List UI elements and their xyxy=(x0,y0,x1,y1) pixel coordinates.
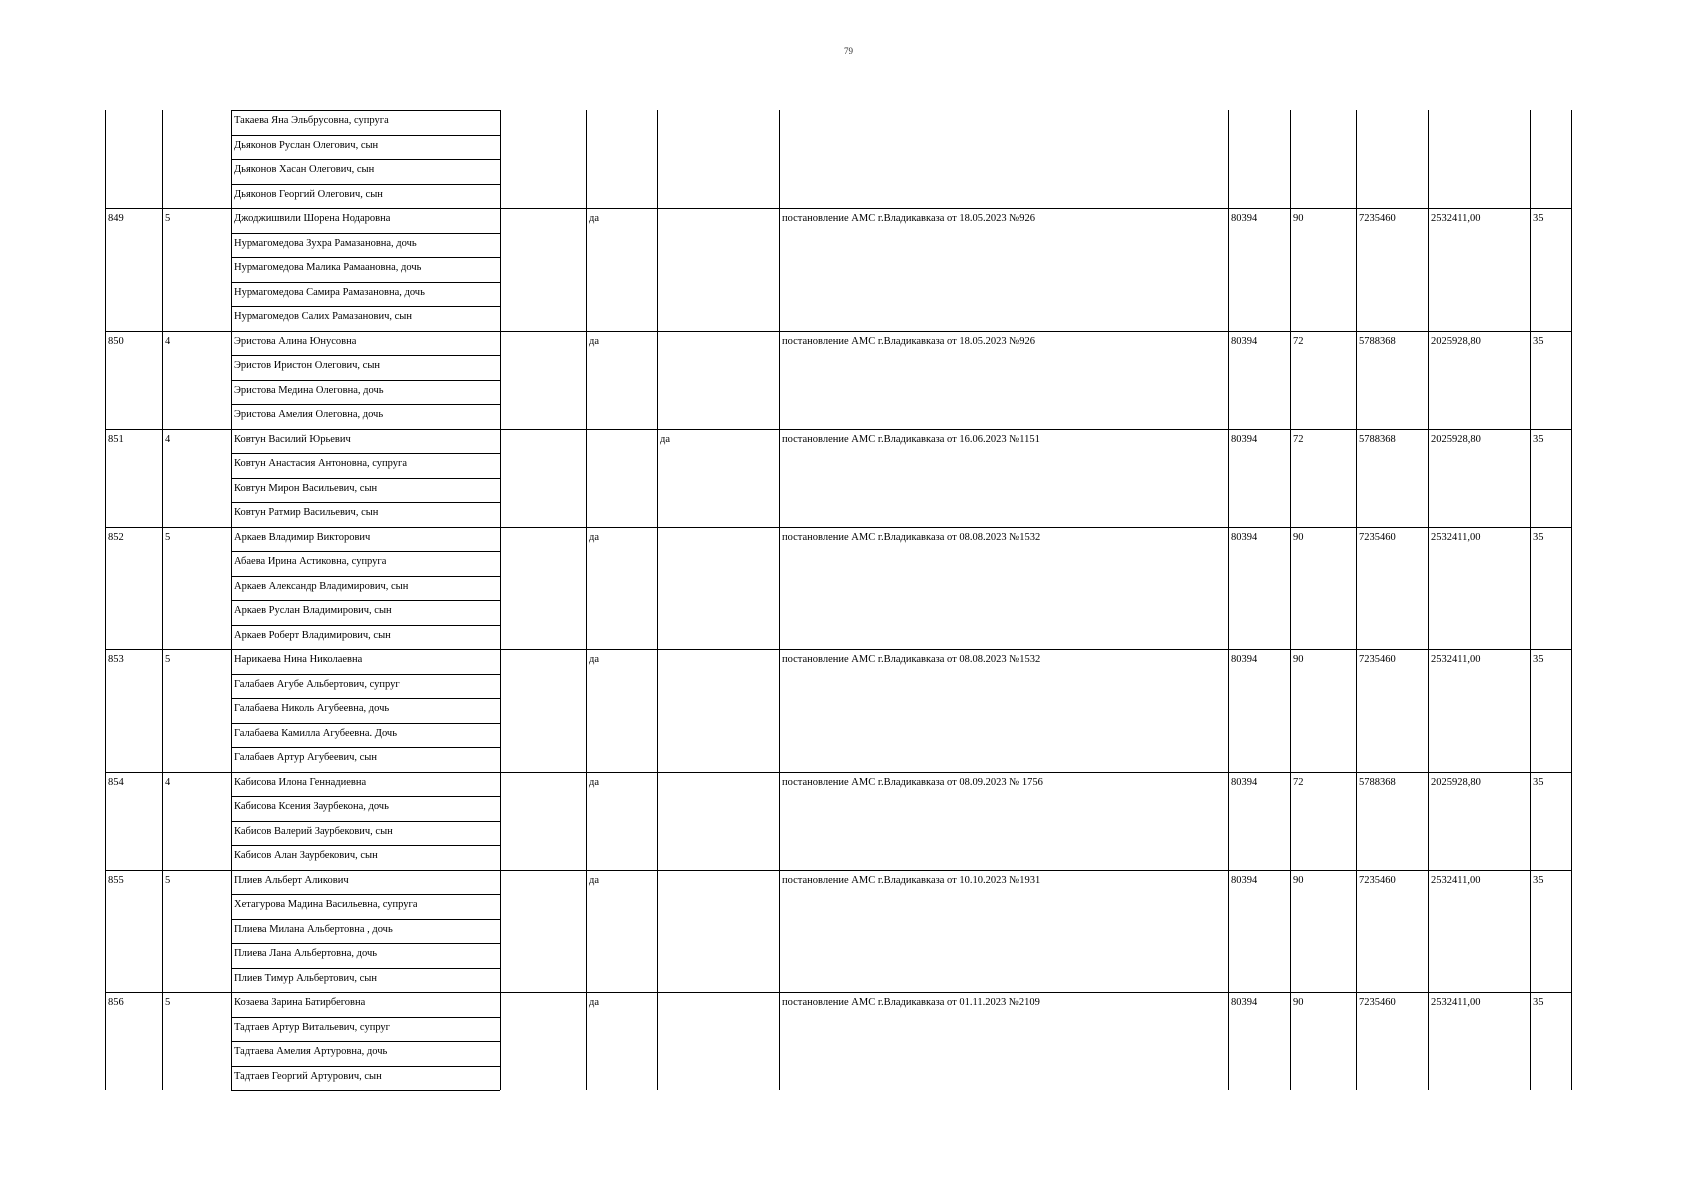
record-payment: 2532411,00 xyxy=(1431,997,1481,1008)
family-member-name: Эристов Иристон Олегович, сын xyxy=(234,360,381,371)
record-norm: 80394 xyxy=(1231,213,1258,224)
member-cell-border xyxy=(231,404,500,405)
record-separator xyxy=(105,992,1571,993)
family-member-name: Кабисов Валерий Заурбекович, сын xyxy=(234,825,393,837)
record-cost: 5788368 xyxy=(1359,335,1396,347)
family-member-name: Аркаев Роберт Владимирович, сын xyxy=(234,629,391,641)
record-payment: 2025928,80 xyxy=(1431,433,1481,445)
record-col-a: да xyxy=(589,776,600,788)
record-decision: постановление АМС г.Владикавказа от 01.11.2023 №2109 xyxy=(782,997,1040,1008)
record-no: 855 xyxy=(108,874,124,886)
member-cell-border xyxy=(231,1017,500,1018)
member-cell-border xyxy=(231,184,500,185)
record-col-a: да xyxy=(589,874,600,886)
record-family-size: 4 xyxy=(165,335,171,347)
record-col-a: да xyxy=(589,531,600,543)
record-percent: 35 xyxy=(1533,874,1544,886)
record-area: 72 xyxy=(1293,433,1304,445)
record-decision: постановление АМС г.Владикавказа от 18.05.2023 №926 xyxy=(782,335,1036,347)
record-decision: постановление АМС г.Владикавказа от 16.06.2023 №1151 xyxy=(782,433,1040,445)
record-area: 90 xyxy=(1293,531,1304,543)
column-border xyxy=(231,110,232,1090)
column-border xyxy=(657,110,658,1090)
member-cell-border xyxy=(231,968,500,969)
family-member-name: Ковтун Василий Юрьевич xyxy=(234,433,351,445)
family-member-name: Галабаев Агубе Альбертович, супруг xyxy=(234,678,400,690)
member-cell-border xyxy=(231,625,500,626)
record-norm: 80394 xyxy=(1231,776,1258,788)
record-area: 72 xyxy=(1293,776,1304,788)
member-cell-border xyxy=(231,943,500,944)
record-area: 90 xyxy=(1293,213,1304,224)
column-border xyxy=(1290,110,1291,1090)
family-member-name: Галабаева Николь Агубеевна, дочь xyxy=(234,703,390,714)
member-cell-border xyxy=(231,576,500,577)
member-cell-border xyxy=(231,919,500,920)
member-cell-border xyxy=(231,159,500,160)
member-cell-border xyxy=(231,380,500,381)
family-member-name: Эристова Медина Олеговна, дочь xyxy=(234,384,384,396)
column-border xyxy=(586,110,587,1090)
member-cell-border xyxy=(231,1066,500,1067)
family-member-name: Плиева Милана Альбертовна , дочь xyxy=(234,923,393,935)
record-family-size: 5 xyxy=(165,654,171,665)
member-cell-border xyxy=(231,894,500,895)
record-cost: 7235460 xyxy=(1359,654,1396,665)
column-border xyxy=(1428,110,1429,1090)
record-no: 853 xyxy=(108,654,124,665)
family-member-name: Дьяконов Георгий Олегович, сын xyxy=(234,188,383,200)
record-col-a: да xyxy=(589,997,600,1008)
record-percent: 35 xyxy=(1533,531,1544,543)
member-cell-border xyxy=(231,135,500,136)
record-norm: 80394 xyxy=(1231,531,1258,543)
record-decision: постановление АМС г.Владикавказа от 10.10.2023 №1931 xyxy=(782,874,1041,886)
record-payment: 2532411,00 xyxy=(1431,874,1481,886)
record-col-a: да xyxy=(589,654,600,665)
record-family-size: 5 xyxy=(165,213,171,224)
record-cost: 5788368 xyxy=(1359,433,1396,445)
record-cost: 7235460 xyxy=(1359,531,1396,543)
column-border xyxy=(779,110,780,1090)
family-member-name: Нурмагомедова Зухра Рамазановна, дочь xyxy=(234,237,417,249)
record-norm: 80394 xyxy=(1231,335,1258,347)
column-border xyxy=(162,110,163,1090)
record-norm: 80394 xyxy=(1231,433,1258,445)
member-cell-border xyxy=(231,1041,500,1042)
family-member-name: Козаева Зарина Батирбеговна xyxy=(234,997,366,1008)
member-cell-border xyxy=(231,551,500,552)
member-cell-border xyxy=(231,796,500,797)
record-family-size: 5 xyxy=(165,531,171,543)
record-decision: постановление АМС г.Владикавказа от 08.08.2023 №1532 xyxy=(782,531,1041,543)
record-no: 854 xyxy=(108,776,124,788)
family-member-name: Аркаев Владимир Викторович xyxy=(234,531,371,543)
record-norm: 80394 xyxy=(1231,654,1258,665)
record-cost: 7235460 xyxy=(1359,997,1396,1008)
column-border xyxy=(1530,110,1531,1090)
member-cell-border xyxy=(231,502,500,503)
family-member-name: Галабаева Камилла Агубеевна. Дочь xyxy=(234,727,398,739)
family-member-name: Кабисова Ксения Заурбекона, дочь xyxy=(234,801,389,812)
record-separator xyxy=(105,527,1571,528)
record-col-a: да xyxy=(589,335,600,347)
member-cell-border xyxy=(231,723,500,724)
record-decision: постановление АМС г.Владикавказа от 08.09.2023 № 1756 xyxy=(782,776,1043,788)
member-cell-border xyxy=(231,257,500,258)
family-member-name: Аркаев Руслан Владимирович, сын xyxy=(234,605,392,616)
record-percent: 35 xyxy=(1533,213,1544,224)
record-no: 856 xyxy=(108,997,124,1008)
record-percent: 35 xyxy=(1533,776,1544,788)
family-member-name: Нурмагомедов Салих Рамазанович, сын xyxy=(234,311,412,322)
record-cost: 5788368 xyxy=(1359,776,1396,788)
family-member-name: Абаева Ирина Астиковна, супруга xyxy=(234,556,387,567)
family-member-name: Нарикаева Нина Николаевна xyxy=(234,654,363,665)
family-member-name: Хетагурова Мадина Васильевна, супруга xyxy=(234,899,418,910)
record-decision: постановление АМС г.Владикавказа от 18.05.2023 №926 xyxy=(782,213,1036,224)
family-member-name: Нурмагомедова Малика Рамаановна, дочь xyxy=(234,262,422,273)
record-cost: 7235460 xyxy=(1359,213,1396,224)
member-cell-border xyxy=(231,233,500,234)
family-member-name: Ковтун Ратмир Васильевич, сын xyxy=(234,507,379,518)
record-separator xyxy=(105,331,1571,332)
record-area: 72 xyxy=(1293,335,1304,347)
record-area: 90 xyxy=(1293,654,1304,665)
record-no: 852 xyxy=(108,531,124,543)
member-cell-border xyxy=(231,674,500,675)
member-cell-border xyxy=(231,747,500,748)
family-member-name: Галабаев Артур Агубеевич, сын xyxy=(234,752,377,763)
record-area: 90 xyxy=(1293,997,1304,1008)
record-payment: 2532411,00 xyxy=(1431,213,1481,224)
member-cell-border xyxy=(231,821,500,822)
record-separator xyxy=(105,772,1571,773)
family-member-name: Такаева Яна Эльбрусовна, супруга xyxy=(234,115,389,126)
record-family-size: 5 xyxy=(165,997,171,1008)
record-payment: 2025928,80 xyxy=(1431,335,1481,347)
member-cell-border xyxy=(231,110,500,111)
family-member-name: Нурмагомедова Самира Рамазановна, дочь xyxy=(234,286,425,298)
family-member-name: Тадтаев Артур Витальевич, супруг xyxy=(234,1021,390,1033)
column-border xyxy=(1356,110,1357,1090)
family-member-name: Джоджишвили Шорена Нодаровна xyxy=(234,213,391,224)
family-member-name: Дьяконов Хасан Олегович, сын xyxy=(234,164,375,175)
family-member-name: Плиев Тимур Альбертович, сын xyxy=(234,972,377,984)
member-cell-border xyxy=(231,845,500,846)
family-member-name: Плиева Лана Альбертовна, дочь xyxy=(234,948,378,959)
record-area: 90 xyxy=(1293,874,1304,886)
record-col-b: да xyxy=(660,433,671,445)
record-decision: постановление АМС г.Владикавказа от 08.08.2023 №1532 xyxy=(782,654,1041,665)
column-border xyxy=(1571,110,1572,1090)
page-number: 79 xyxy=(844,46,853,56)
member-cell-border xyxy=(231,355,500,356)
record-cost: 7235460 xyxy=(1359,874,1396,886)
family-member-name: Кабисов Алан Заурбекович, сын xyxy=(234,850,378,861)
column-border xyxy=(500,110,501,1090)
member-cell-border xyxy=(231,698,500,699)
record-family-size: 4 xyxy=(165,776,171,788)
record-percent: 35 xyxy=(1533,654,1544,665)
column-border xyxy=(105,110,106,1090)
column-border xyxy=(1228,110,1229,1090)
record-percent: 35 xyxy=(1533,997,1544,1008)
record-no: 851 xyxy=(108,433,124,445)
record-separator xyxy=(105,649,1571,650)
family-member-name: Ковтун Мирон Васильевич, сын xyxy=(234,482,378,494)
record-family-size: 4 xyxy=(165,433,171,445)
family-member-name: Кабисова Илона Геннадиевна xyxy=(234,776,367,788)
record-col-a: да xyxy=(589,213,600,224)
member-cell-border xyxy=(231,282,500,283)
record-separator xyxy=(105,870,1571,871)
record-no: 849 xyxy=(108,213,124,224)
record-payment: 2532411,00 xyxy=(1431,531,1481,543)
member-cell-border xyxy=(231,453,500,454)
record-norm: 80394 xyxy=(1231,874,1258,886)
member-cell-border xyxy=(231,600,500,601)
family-member-name: Эристова Алина Юнусовна xyxy=(234,335,357,347)
family-member-name: Тадтаев Георгий Артурович, сын xyxy=(234,1070,382,1082)
record-separator xyxy=(105,429,1571,430)
family-member-name: Аркаев Александр Владимирович, сын xyxy=(234,580,409,592)
family-member-name: Ковтун Анастасия Антоновна, супруга xyxy=(234,458,407,469)
record-family-size: 5 xyxy=(165,874,171,886)
record-payment: 2025928,80 xyxy=(1431,776,1481,788)
family-member-name: Дьяконов Руслан Олегович, сын xyxy=(234,139,379,151)
family-member-name: Тадтаева Амелия Артуровна, дочь xyxy=(234,1046,388,1057)
record-percent: 35 xyxy=(1533,433,1544,445)
member-cell-border xyxy=(231,1090,500,1091)
member-cell-border xyxy=(231,306,500,307)
record-norm: 80394 xyxy=(1231,997,1258,1008)
member-cell-border xyxy=(231,478,500,479)
record-no: 850 xyxy=(108,335,124,347)
family-member-name: Плиев Альберт Аликович xyxy=(234,874,349,886)
record-separator xyxy=(105,208,1571,209)
record-payment: 2532411,00 xyxy=(1431,654,1481,665)
record-percent: 35 xyxy=(1533,335,1544,347)
family-member-name: Эристова Амелия Олеговна, дочь xyxy=(234,409,384,420)
housing-registry-table xyxy=(0,110,1697,1090)
